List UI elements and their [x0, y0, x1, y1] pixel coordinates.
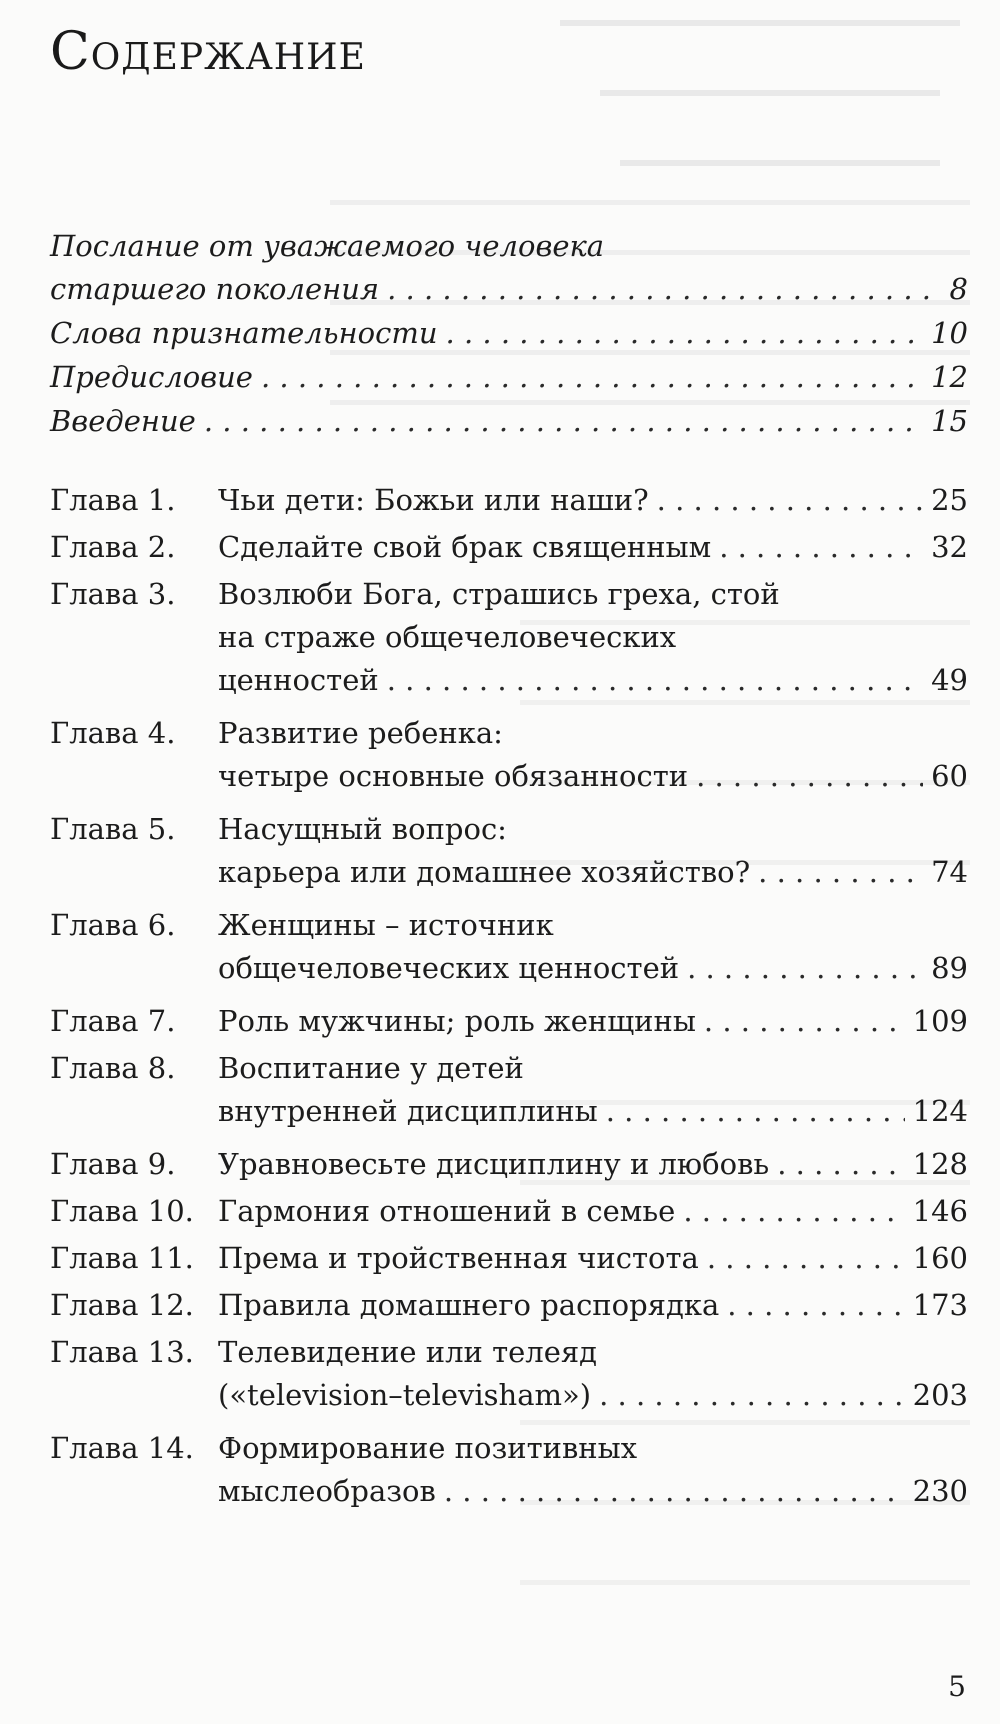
toc-line: [50, 228, 968, 264]
toc-line: [50, 1377, 968, 1413]
entry-title: Введение: [50, 404, 196, 438]
chapter-label: Глава 5.: [50, 812, 176, 846]
page-title: Содержание: [50, 22, 366, 82]
entry-page-number: 146: [912, 1194, 968, 1228]
entry-page-number: 124: [912, 1094, 968, 1128]
dot-leader: [387, 271, 941, 307]
entry-page-number: 109: [912, 1004, 968, 1038]
entry-page-number: 173: [912, 1288, 968, 1322]
toc-line: [50, 529, 968, 565]
entry-title: Возлюби Бога, страшись греха, стой: [218, 577, 780, 611]
dot-leader: [683, 1193, 904, 1229]
toc-line: [50, 811, 968, 847]
chapter-label: Глава 12.: [50, 1288, 194, 1322]
dot-leader: [261, 359, 923, 395]
entry-page-number: 230: [912, 1474, 968, 1508]
entry-page-number: 203: [912, 1378, 968, 1412]
toc-line: [50, 950, 968, 986]
toc-line: [50, 1240, 968, 1276]
dot-leader: [387, 662, 923, 698]
entry-title: Према и тройственная чистота: [218, 1241, 699, 1275]
entry-title: («television–televisham»): [218, 1378, 592, 1412]
entry-title: Воспитание у детей: [218, 1051, 524, 1085]
dot-leader: [696, 758, 923, 794]
toc-line: [50, 662, 968, 698]
toc-line: [50, 715, 968, 751]
dot-leader: [687, 950, 923, 986]
toc-line: [50, 1430, 968, 1466]
dot-leader: [777, 1146, 904, 1182]
entry-title: на страже общечеловеческих: [218, 620, 677, 654]
dot-leader: [758, 854, 923, 890]
entry-title: четыре основные обязанности: [218, 759, 689, 793]
dot-leader: [707, 1240, 905, 1276]
dot-leader: [727, 1287, 904, 1323]
toc-line: [50, 1050, 968, 1086]
chapter-label: Глава 3.: [50, 577, 176, 611]
entry-title: Телевидение или телеяд: [218, 1335, 598, 1369]
toc-line: [50, 1146, 968, 1182]
chapter-label: Глава 2.: [50, 530, 176, 564]
toc-line: [50, 271, 968, 307]
toc-line: [50, 1473, 968, 1509]
chapter-label: Глава 11.: [50, 1241, 194, 1275]
toc-line: [50, 907, 968, 943]
toc-line: [50, 854, 968, 890]
dot-leader: [204, 403, 923, 439]
dot-leader: [606, 1093, 905, 1129]
toc-line: [50, 482, 968, 518]
entry-title: Правила домашнего распорядка: [218, 1288, 720, 1322]
dot-leader: [719, 529, 923, 565]
entry-title: Сделайте свой брак священным: [218, 530, 712, 564]
entry-page-number: 49: [931, 663, 968, 697]
entry-page-number: 60: [931, 759, 968, 793]
entry-page-number: 15: [931, 404, 968, 438]
dot-leader: [444, 1473, 905, 1509]
toc-line: [50, 359, 968, 395]
entry-page-number: 12: [931, 360, 968, 394]
chapter-label: Глава 14.: [50, 1431, 194, 1465]
entry-title: Уравновесьте дисциплину и любовь: [218, 1147, 770, 1181]
chapter-label: Глава 4.: [50, 716, 176, 750]
entry-page-number: 160: [912, 1241, 968, 1275]
entry-title: Насущный вопрос:: [218, 812, 507, 846]
entry-title: Предисловие: [50, 360, 253, 394]
entry-title: ценностей: [218, 663, 379, 697]
entry-title: Женщины – источник: [218, 908, 554, 942]
toc-line: [50, 619, 968, 655]
entry-title: Развитие ребенка:: [218, 716, 503, 750]
entry-page-number: 25: [931, 483, 968, 517]
entry-page-number: 74: [931, 855, 968, 889]
entry-title: старшего поколения: [50, 272, 380, 306]
dot-leader: [446, 315, 924, 351]
entry-title: мыслеобразов: [218, 1474, 436, 1508]
entry-page-number: 8: [949, 272, 968, 306]
entry-title: карьера или домашнее хозяйство?: [218, 855, 751, 889]
chapter-label: Глава 7.: [50, 1004, 176, 1038]
toc-line: [50, 576, 968, 612]
chapter-label: Глава 1.: [50, 483, 176, 517]
toc-line: [50, 1287, 968, 1323]
toc-line: [50, 1003, 968, 1039]
toc-line: [50, 758, 968, 794]
dot-leader: [657, 482, 923, 518]
entry-title: Чьи дети: Божьи или наши?: [218, 483, 649, 517]
entry-title: внутренней дисциплины: [218, 1094, 598, 1128]
entry-page-number: 32: [931, 530, 968, 564]
chapter-label: Глава 9.: [50, 1147, 176, 1181]
toc-line: [50, 1334, 968, 1370]
entry-title: Слова признательности: [50, 316, 438, 350]
toc-line: [50, 315, 968, 351]
toc-line: [50, 403, 968, 439]
entry-title: общечеловеческих ценностей: [218, 951, 680, 985]
dot-leader: [599, 1377, 905, 1413]
toc-line: [50, 1093, 968, 1129]
chapter-label: Глава 13.: [50, 1335, 194, 1369]
chapter-label: Глава 6.: [50, 908, 176, 942]
page-number: 5: [948, 1670, 966, 1703]
entry-page-number: 89: [931, 951, 968, 985]
chapter-label: Глава 10.: [50, 1194, 194, 1228]
entry-title: Формирование позитивных: [218, 1431, 638, 1465]
entry-title: Гармония отношений в семье: [218, 1194, 676, 1228]
toc-line: [50, 1193, 968, 1229]
dot-leader: [704, 1003, 905, 1039]
entry-page-number: 10: [931, 316, 968, 350]
entry-title: Роль мужчины; роль женщины: [218, 1004, 696, 1038]
chapter-label: Глава 8.: [50, 1051, 176, 1085]
entry-title: Послание от уважаемого человека: [50, 229, 605, 263]
entry-page-number: 128: [912, 1147, 968, 1181]
